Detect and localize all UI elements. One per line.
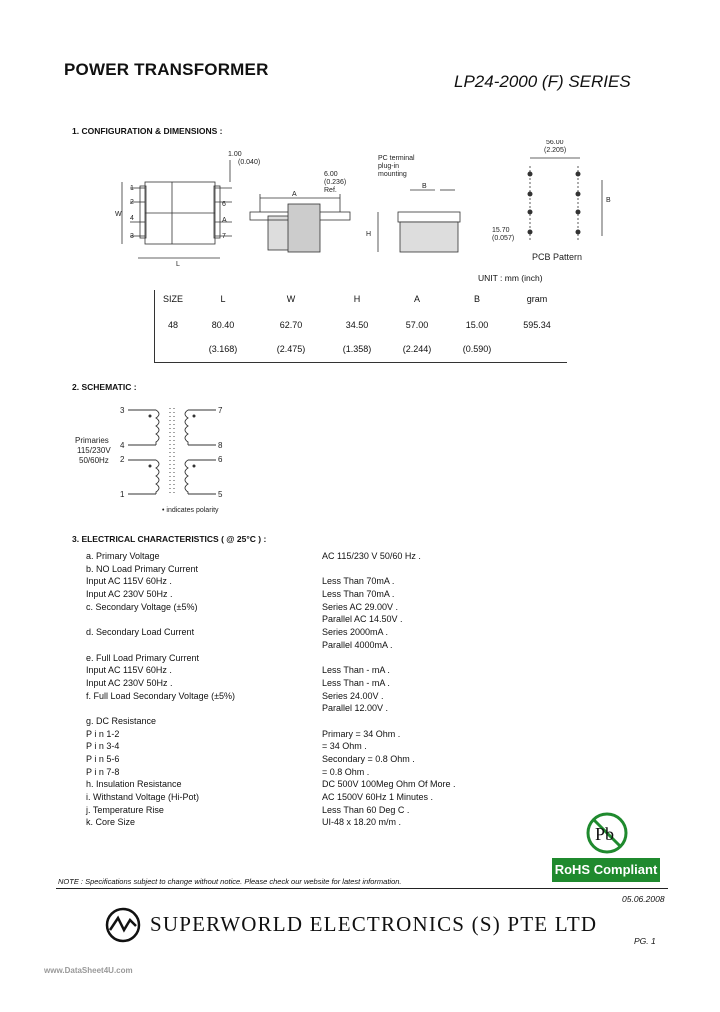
- spec-value: Series 24.00V .: [322, 690, 384, 701]
- pin-label: 2: [120, 455, 125, 464]
- pc-terminal-2: plug-in: [378, 163, 400, 170]
- spec-label: Input AC 230V 50Hz .: [86, 589, 173, 600]
- dim-1mm-inch: (0.040): [238, 159, 261, 166]
- spec-label: P i n 5-6: [86, 754, 120, 764]
- spec-value: Parallel 4000mA .: [322, 639, 393, 650]
- watermark: www.DataSheet4U.com: [44, 966, 133, 975]
- dimension-drawing: [110, 140, 630, 270]
- table-cell: 80.40: [211, 320, 235, 330]
- spec-label: d. Secondary Load Current: [86, 627, 195, 638]
- table-cell: (2.475): [276, 344, 306, 354]
- spec-value: = 34 Ohm .: [322, 741, 367, 752]
- spec-value: Less Than - mA .: [322, 665, 390, 676]
- schematic-diagram: [70, 400, 250, 520]
- table-cell: 62.70: [279, 320, 303, 330]
- pin-label: 5: [218, 490, 223, 499]
- electrical-values: [322, 550, 456, 829]
- table-cell: 595.34: [523, 320, 551, 330]
- pb-free-icon: [582, 810, 632, 856]
- pin-label: 1: [130, 185, 134, 192]
- spec-value: UI-48 x 18.20 m/m .: [322, 817, 402, 828]
- spec-value: Less Than 60 Deg C .: [322, 804, 410, 815]
- spec-value: Less Than - mA .: [322, 677, 390, 688]
- spec-value: [322, 715, 456, 728]
- section-electrical-heading: 3. ELECTRICAL CHARACTERISTICS ( @ 25°C ) :: [72, 534, 267, 544]
- dim-ref: Ref.: [324, 187, 337, 194]
- spec-value: Parallel AC 14.50V .: [322, 614, 403, 625]
- spec-value: Series AC 29.00V .: [322, 601, 399, 612]
- table-header: L: [220, 294, 226, 304]
- polarity-note: • indicates polarity: [162, 507, 219, 514]
- spec-value: Primary = 34 Ohm .: [322, 728, 401, 739]
- spec-value: AC 115/230 V 50/60 Hz .: [322, 551, 421, 561]
- spec-value: Less Than 70mA .: [322, 576, 395, 587]
- spec-label: P i n 1-2: [86, 728, 120, 739]
- table-cell: (1.358): [342, 344, 372, 354]
- dim-6mm: 6.00: [324, 171, 338, 178]
- primaries-voltage: 115/230V: [77, 446, 111, 455]
- dim-w: W: [115, 211, 122, 218]
- pin-label: 6: [222, 201, 226, 208]
- table-cell: (2.244): [402, 344, 432, 354]
- spec-label: a. Primary Voltage: [86, 551, 160, 561]
- spec-label: Input AC 115V 60Hz .: [86, 576, 172, 587]
- spec-label: j. Temperature Rise: [86, 804, 164, 815]
- dim-h: H: [366, 231, 372, 238]
- spec-value: = 0.8 Ohm .: [322, 766, 370, 777]
- spec-label: f. Full Load Secondary Voltage (±5%): [86, 690, 236, 701]
- dim-6mm-inch: (0.236): [324, 179, 347, 186]
- spec-value: Parallel 12.00V .: [322, 703, 389, 714]
- spec-label: [86, 702, 235, 715]
- table-cell: (0.590): [462, 344, 492, 354]
- spec-label: c. Secondary Voltage (±5%): [86, 601, 198, 612]
- spec-value: Series 2000mA .: [322, 627, 389, 638]
- doc-date: 05.06.2008: [622, 894, 665, 904]
- primaries-freq: 50/60Hz: [79, 456, 109, 465]
- spec-label: g. DC Resistance: [86, 715, 157, 726]
- primaries-label: Primaries: [75, 436, 109, 445]
- pcb-pattern-label: PCB Pattern: [532, 252, 583, 262]
- section-schematic-heading: 2. SCHEMATIC :: [72, 382, 137, 392]
- dim-b-side: B: [422, 183, 427, 190]
- company-name: SUPERWORLD ELECTRONICS (S) PTE LTD: [150, 912, 598, 936]
- pin-label: 3: [130, 233, 134, 240]
- pcb-width: 56.00: [546, 140, 564, 146]
- spec-label: P i n 7-8: [86, 766, 120, 777]
- dim-a-label: A: [222, 217, 227, 224]
- pcb-height-inch: (0.057): [492, 235, 515, 242]
- spec-label: Input AC 230V 50Hz .: [86, 677, 173, 688]
- spec-label: Input AC 115V 60Hz .: [86, 665, 172, 676]
- dim-b-pcb: B: [606, 197, 611, 204]
- spec-value: [322, 652, 456, 665]
- unit-label: UNIT : mm (inch): [478, 273, 543, 283]
- spec-label: i. Withstand Voltage (Hi-Pot): [86, 792, 200, 803]
- dim-l: L: [176, 261, 180, 268]
- pc-terminal-3: mounting: [378, 171, 407, 178]
- electrical-labels: [86, 550, 235, 829]
- table-cell: 15.00: [465, 320, 489, 330]
- page-title: POWER TRANSFORMER: [64, 60, 269, 79]
- table-header: H: [353, 294, 361, 304]
- table-cell: (3.168): [208, 344, 238, 354]
- rohs-badge: RoHS Compliant: [552, 858, 660, 882]
- table-cell: 34.50: [345, 320, 369, 330]
- pb-label: Pb: [595, 824, 615, 844]
- dimension-table: [154, 290, 567, 363]
- spec-label: [86, 639, 235, 652]
- spec-label: h. Insulation Resistance: [86, 779, 182, 790]
- footer-note: NOTE : Specifications subject to change without notice. Please check our website for latest information.: [58, 877, 402, 886]
- table-header: gram: [526, 294, 548, 304]
- pin-label: 7: [218, 406, 223, 415]
- pcb-width-inch: (2.205): [544, 147, 567, 154]
- pin-label: 6: [218, 455, 223, 464]
- pin-label: 2: [130, 199, 134, 206]
- spec-value: [322, 563, 456, 576]
- table-header: B: [473, 294, 480, 304]
- pcb-height: 15.70: [492, 227, 510, 234]
- pin-label: 1: [120, 490, 125, 499]
- table-header: A: [413, 294, 420, 304]
- page-number: PG. 1: [634, 936, 656, 946]
- pin-label: 7: [222, 233, 226, 240]
- table-cell: 48: [167, 320, 178, 330]
- spec-label: e. Full Load Primary Current: [86, 652, 200, 663]
- spec-value: AC 1500V 60Hz 1 Minutes .: [322, 792, 434, 803]
- spec-value: Less Than 70mA .: [322, 589, 395, 600]
- table-header: SIZE: [162, 294, 183, 304]
- divider: [56, 888, 668, 889]
- pin-label: 4: [120, 441, 125, 450]
- pc-terminal-1: PC terminal: [378, 155, 415, 162]
- series-name: LP24-2000 (F) SERIES: [454, 72, 631, 91]
- spec-label: k. Core Size: [86, 817, 136, 828]
- company-logo-icon: [104, 906, 142, 944]
- section-config-heading: 1. CONFIGURATION & DIMENSIONS :: [72, 126, 223, 136]
- spec-value: DC 500V 100Meg Ohm Of More .: [322, 779, 456, 790]
- spec-label: b. NO Load Primary Current: [86, 563, 199, 574]
- pin-label: 4: [130, 215, 134, 222]
- pin-label: 3: [120, 406, 125, 415]
- spec-label: [86, 613, 235, 626]
- dim-a-side: A: [292, 191, 297, 198]
- table-header: W: [286, 294, 296, 304]
- table-cell: 57.00: [405, 320, 429, 330]
- spec-label: P i n 3-4: [86, 741, 120, 752]
- spec-value: Secondary = 0.8 Ohm .: [322, 754, 415, 764]
- pin-label: 8: [218, 441, 223, 450]
- dim-1mm: 1.00: [228, 151, 242, 158]
